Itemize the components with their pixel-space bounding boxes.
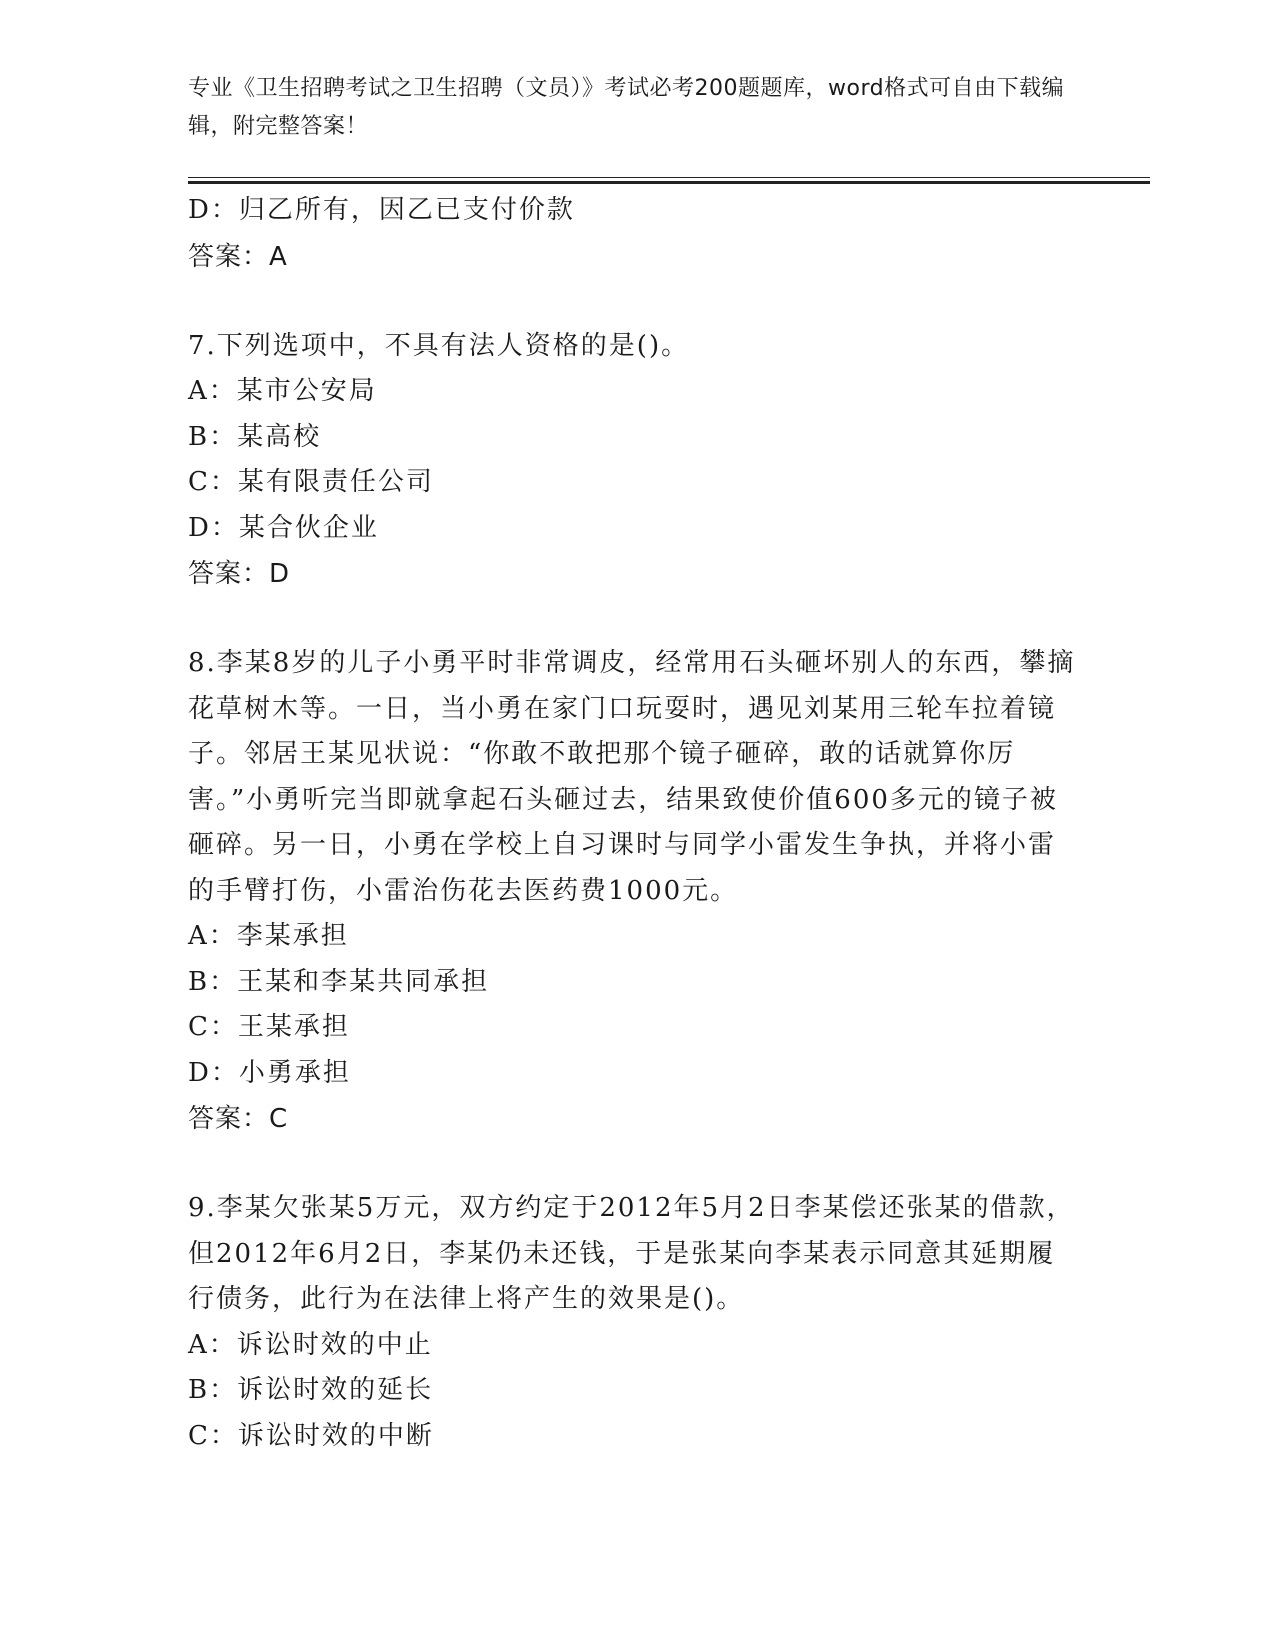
question-stem: 7.下列选项中，不具有法人资格的是()。 [188, 330, 690, 361]
prev-option-d: D：归乙所有，因乙已支付价款 [188, 195, 575, 225]
question-stem: 8.李某8岁的儿子小勇平时非常调皮，经常用石头砸坏别人的东西，攀摘花草树木等。一日，当小勇在家门口玩耍时，遇见刘某用三轮车拉着镜子。邻居王某见状说：“你敢不敢把那个镜子砸碎，敢的话就算你厉害。”小勇听完当即就拿起石头砸过去，结果致使价值600多元的镜子被砸碎。另一日，小勇在学校上自习课时与同学小雷发生争执，并将小雷的手臂打伤，小雷治伤花去医药费1000元。 [188, 648, 1076, 906]
question-7 [188, 324, 1088, 598]
spacer [188, 280, 1088, 324]
spacer [188, 597, 1088, 641]
option-a: A：某市公安局 [188, 376, 377, 406]
question-9 [188, 1186, 1088, 1459]
option-d: D：某合伙企业 [188, 512, 379, 543]
option-a: A：李某承担 [188, 921, 349, 951]
option-b: B：某高校 [188, 421, 322, 452]
option-c: C：某有限责任公司 [188, 467, 434, 497]
option-d: D：小勇承担 [188, 1057, 351, 1088]
option-c: C：诉讼时效的中断 [188, 1420, 434, 1451]
answer: 答案：C [188, 1104, 289, 1134]
answer: 答案：D [188, 559, 291, 589]
header-divider-thin [188, 177, 1150, 178]
option-a: A：诉讼时效的中止 [188, 1329, 433, 1360]
prev-answer: 答案：A [188, 241, 288, 272]
option-b: B：诉讼时效的延长 [188, 1375, 434, 1405]
page-header: 专业《卫生招聘考试之卫生招聘（文员）》考试必考200题题库，word格式可自由下载编辑，附完整答案！ [188, 76, 1065, 139]
option-c: C：王某承担 [188, 1012, 350, 1042]
header-divider-thick [188, 181, 1150, 184]
question-content [188, 188, 1088, 1459]
question-8 [188, 641, 1088, 1142]
spacer [188, 1142, 1088, 1186]
option-b: B：王某和李某共同承担 [188, 966, 490, 997]
question-stem: 9.李某欠张某5万元，双方约定于2012年5月2日李某偿还张某的借款，但2012年6月2日，李某仍未还钱，于是张某向李某表示同意其延期履行债务，此行为在法律上将产生的效果是()。 [188, 1193, 1075, 1314]
